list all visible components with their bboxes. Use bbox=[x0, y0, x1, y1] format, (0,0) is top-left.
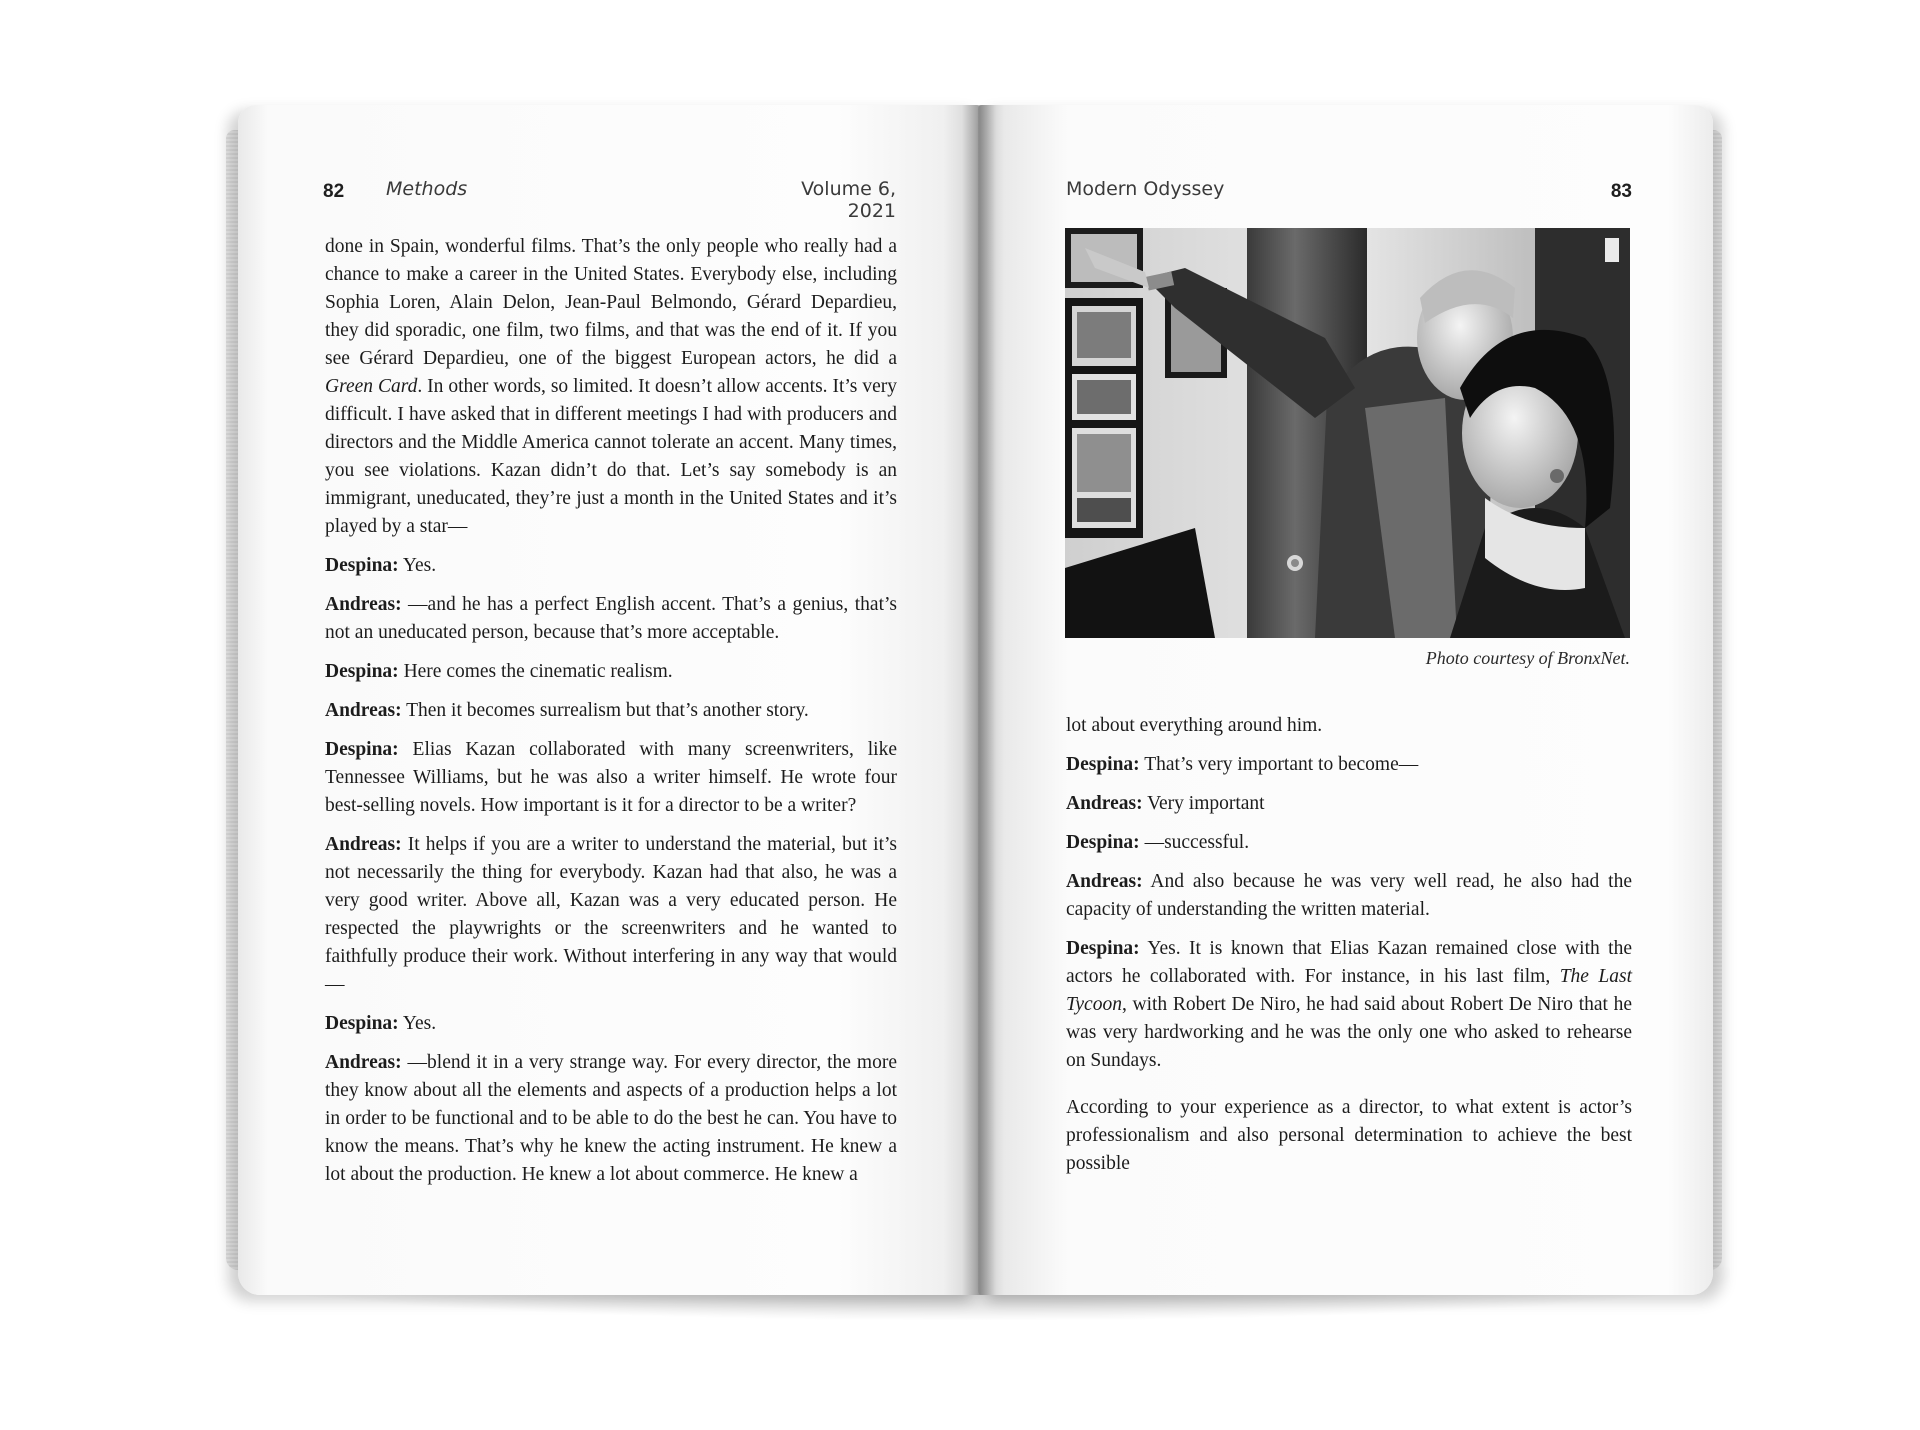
film-title-italic: Green Card bbox=[325, 376, 418, 397]
paragraph-text: lot about everything around him. bbox=[1066, 715, 1323, 736]
speaker-label: Despina: bbox=[325, 661, 399, 682]
dialogue-text: Very important bbox=[1142, 793, 1265, 814]
dialogue-text: Yes. bbox=[398, 555, 437, 576]
dialogue-text: Then it becomes surrealism but that’s another story. bbox=[401, 700, 809, 721]
paragraph bbox=[1066, 712, 1632, 740]
question-paragraph: According to your experience as a director, to what extent is actor’s professionalism and also personal determination to achieve the best possible bbox=[1066, 1097, 1632, 1174]
speaker-label: Despina: bbox=[325, 555, 399, 576]
photo-caption: Photo courtesy of BronxNet. bbox=[1425, 648, 1630, 668]
dialogue-paragraph bbox=[325, 736, 897, 820]
speaker-label: Andreas: bbox=[325, 1052, 402, 1073]
book-spine-gutter bbox=[962, 105, 996, 1295]
dialogue-paragraph bbox=[1066, 935, 1632, 1075]
speaker-label: Andreas: bbox=[1066, 793, 1143, 814]
dialogue-paragraph bbox=[325, 1049, 897, 1189]
speaker-label: Despina: bbox=[1066, 832, 1140, 853]
dialogue-text: Yes. It is known that Elias Kazan remained close with the actors he collaborated with. For instance, in his last film, bbox=[1066, 938, 1632, 987]
dialogue-text: Elias Kazan collaborated with many screenwriters, like Tennessee Williams, but he was also a writer himself. He wrote four best-selling novels. How important is it for a director to be a writer? bbox=[325, 739, 897, 816]
page-edges-left bbox=[226, 130, 238, 1270]
paragraph-text: . In other words, so limited. It doesn’t allow accents. It’s very difficult. I have asked that in different meetings I had with producers and directors and the Middle America cannot tolerate an accent. Many times, you see violations. Kazan didn’t do that. Let’s say somebody is an immigrant, uneducated, they’re just a month in the United States and it’s played by a star— bbox=[325, 376, 897, 537]
paragraph-text: done in Spain, wonderful films. That’s the only people who really had a chance to make a career in the United States. Everybody else, including Sophia Loren, Alain Delon, Jean-Paul Belmondo, Gérard Depardieu, they did sporadic, one film, two films, and that was the end of it. If you see Gérard Depardieu, one of the biggest European actors, he did a bbox=[325, 236, 897, 369]
dialogue-paragraph bbox=[325, 831, 897, 999]
left-page-number: 82 bbox=[323, 181, 345, 202]
speaker-label: Despina: bbox=[325, 739, 399, 760]
interview-question bbox=[1066, 1094, 1632, 1189]
speaker-label: Despina: bbox=[1066, 754, 1140, 775]
left-running-head-section: Methods bbox=[386, 178, 468, 200]
photo-illustration bbox=[1065, 228, 1630, 638]
dialogue-paragraph bbox=[1066, 829, 1632, 857]
speaker-label: Andreas: bbox=[325, 700, 402, 721]
dialogue-paragraph bbox=[1066, 751, 1632, 779]
speaker-label: Despina: bbox=[325, 1013, 399, 1034]
dialogue-paragraph bbox=[325, 1010, 897, 1038]
dialogue-text: —blend it in a very strange way. For every director, the more they know about all the elements and aspects of a production helps a lot in order to be functional and to be able to do the best he can. You have to know the means. That’s why he knew the acting instrument. He knew a lot about the production. He knew a lot about commerce. He knew a bbox=[325, 1052, 897, 1185]
dialogue-paragraph bbox=[325, 697, 897, 725]
speaker-label: Andreas: bbox=[1066, 871, 1143, 892]
left-running-head-volume: Volume 6, 2021 bbox=[801, 178, 896, 222]
right-running-head-section: Modern Odyssey bbox=[1066, 178, 1225, 200]
dialogue-text: And also because he was very well read, he also had the capacity of understanding the written material. bbox=[1066, 871, 1632, 920]
right-page-number: 83 bbox=[1610, 181, 1632, 202]
speaker-label: Andreas: bbox=[325, 834, 402, 855]
dialogue-text: It helps if you are a writer to understand the material, but it’s not necessarily the thing for everybody. Kazan had that also, he was a very good writer. Above all, Kazan was a very educated person. He respected the playwrights or the screenwriters and he wanted to faithfully produce their work. Without interfering in any way that would— bbox=[325, 834, 897, 995]
left-page-body bbox=[325, 233, 897, 1200]
dialogue-text: That’s very important to become— bbox=[1139, 754, 1419, 775]
dialogue-paragraph bbox=[325, 591, 897, 647]
right-page-body bbox=[1066, 712, 1632, 1086]
speaker-label: Andreas: bbox=[325, 594, 402, 615]
dialogue-text: Here comes the cinematic realism. bbox=[398, 661, 673, 682]
dialogue-text: , with Robert De Niro, he had said about Robert De Niro that he was very hardworking and he was the only one who asked to rehearse on Sundays. bbox=[1066, 994, 1632, 1071]
paragraph bbox=[325, 233, 897, 541]
dialogue-text: Yes. bbox=[398, 1013, 437, 1034]
interview-photo bbox=[1065, 228, 1630, 638]
speaker-label: Despina: bbox=[1066, 938, 1140, 959]
dialogue-paragraph bbox=[325, 552, 897, 580]
dialogue-text: —and he has a perfect English accent. That’s a genius, that’s not an uneducated person, because that’s more acceptable. bbox=[325, 594, 897, 643]
film-title-italic: The Last Tycoon bbox=[1066, 966, 1632, 1015]
dialogue-paragraph bbox=[1066, 868, 1632, 924]
dialogue-text: —successful. bbox=[1139, 832, 1250, 853]
dialogue-paragraph bbox=[325, 658, 897, 686]
dialogue-paragraph bbox=[1066, 790, 1632, 818]
